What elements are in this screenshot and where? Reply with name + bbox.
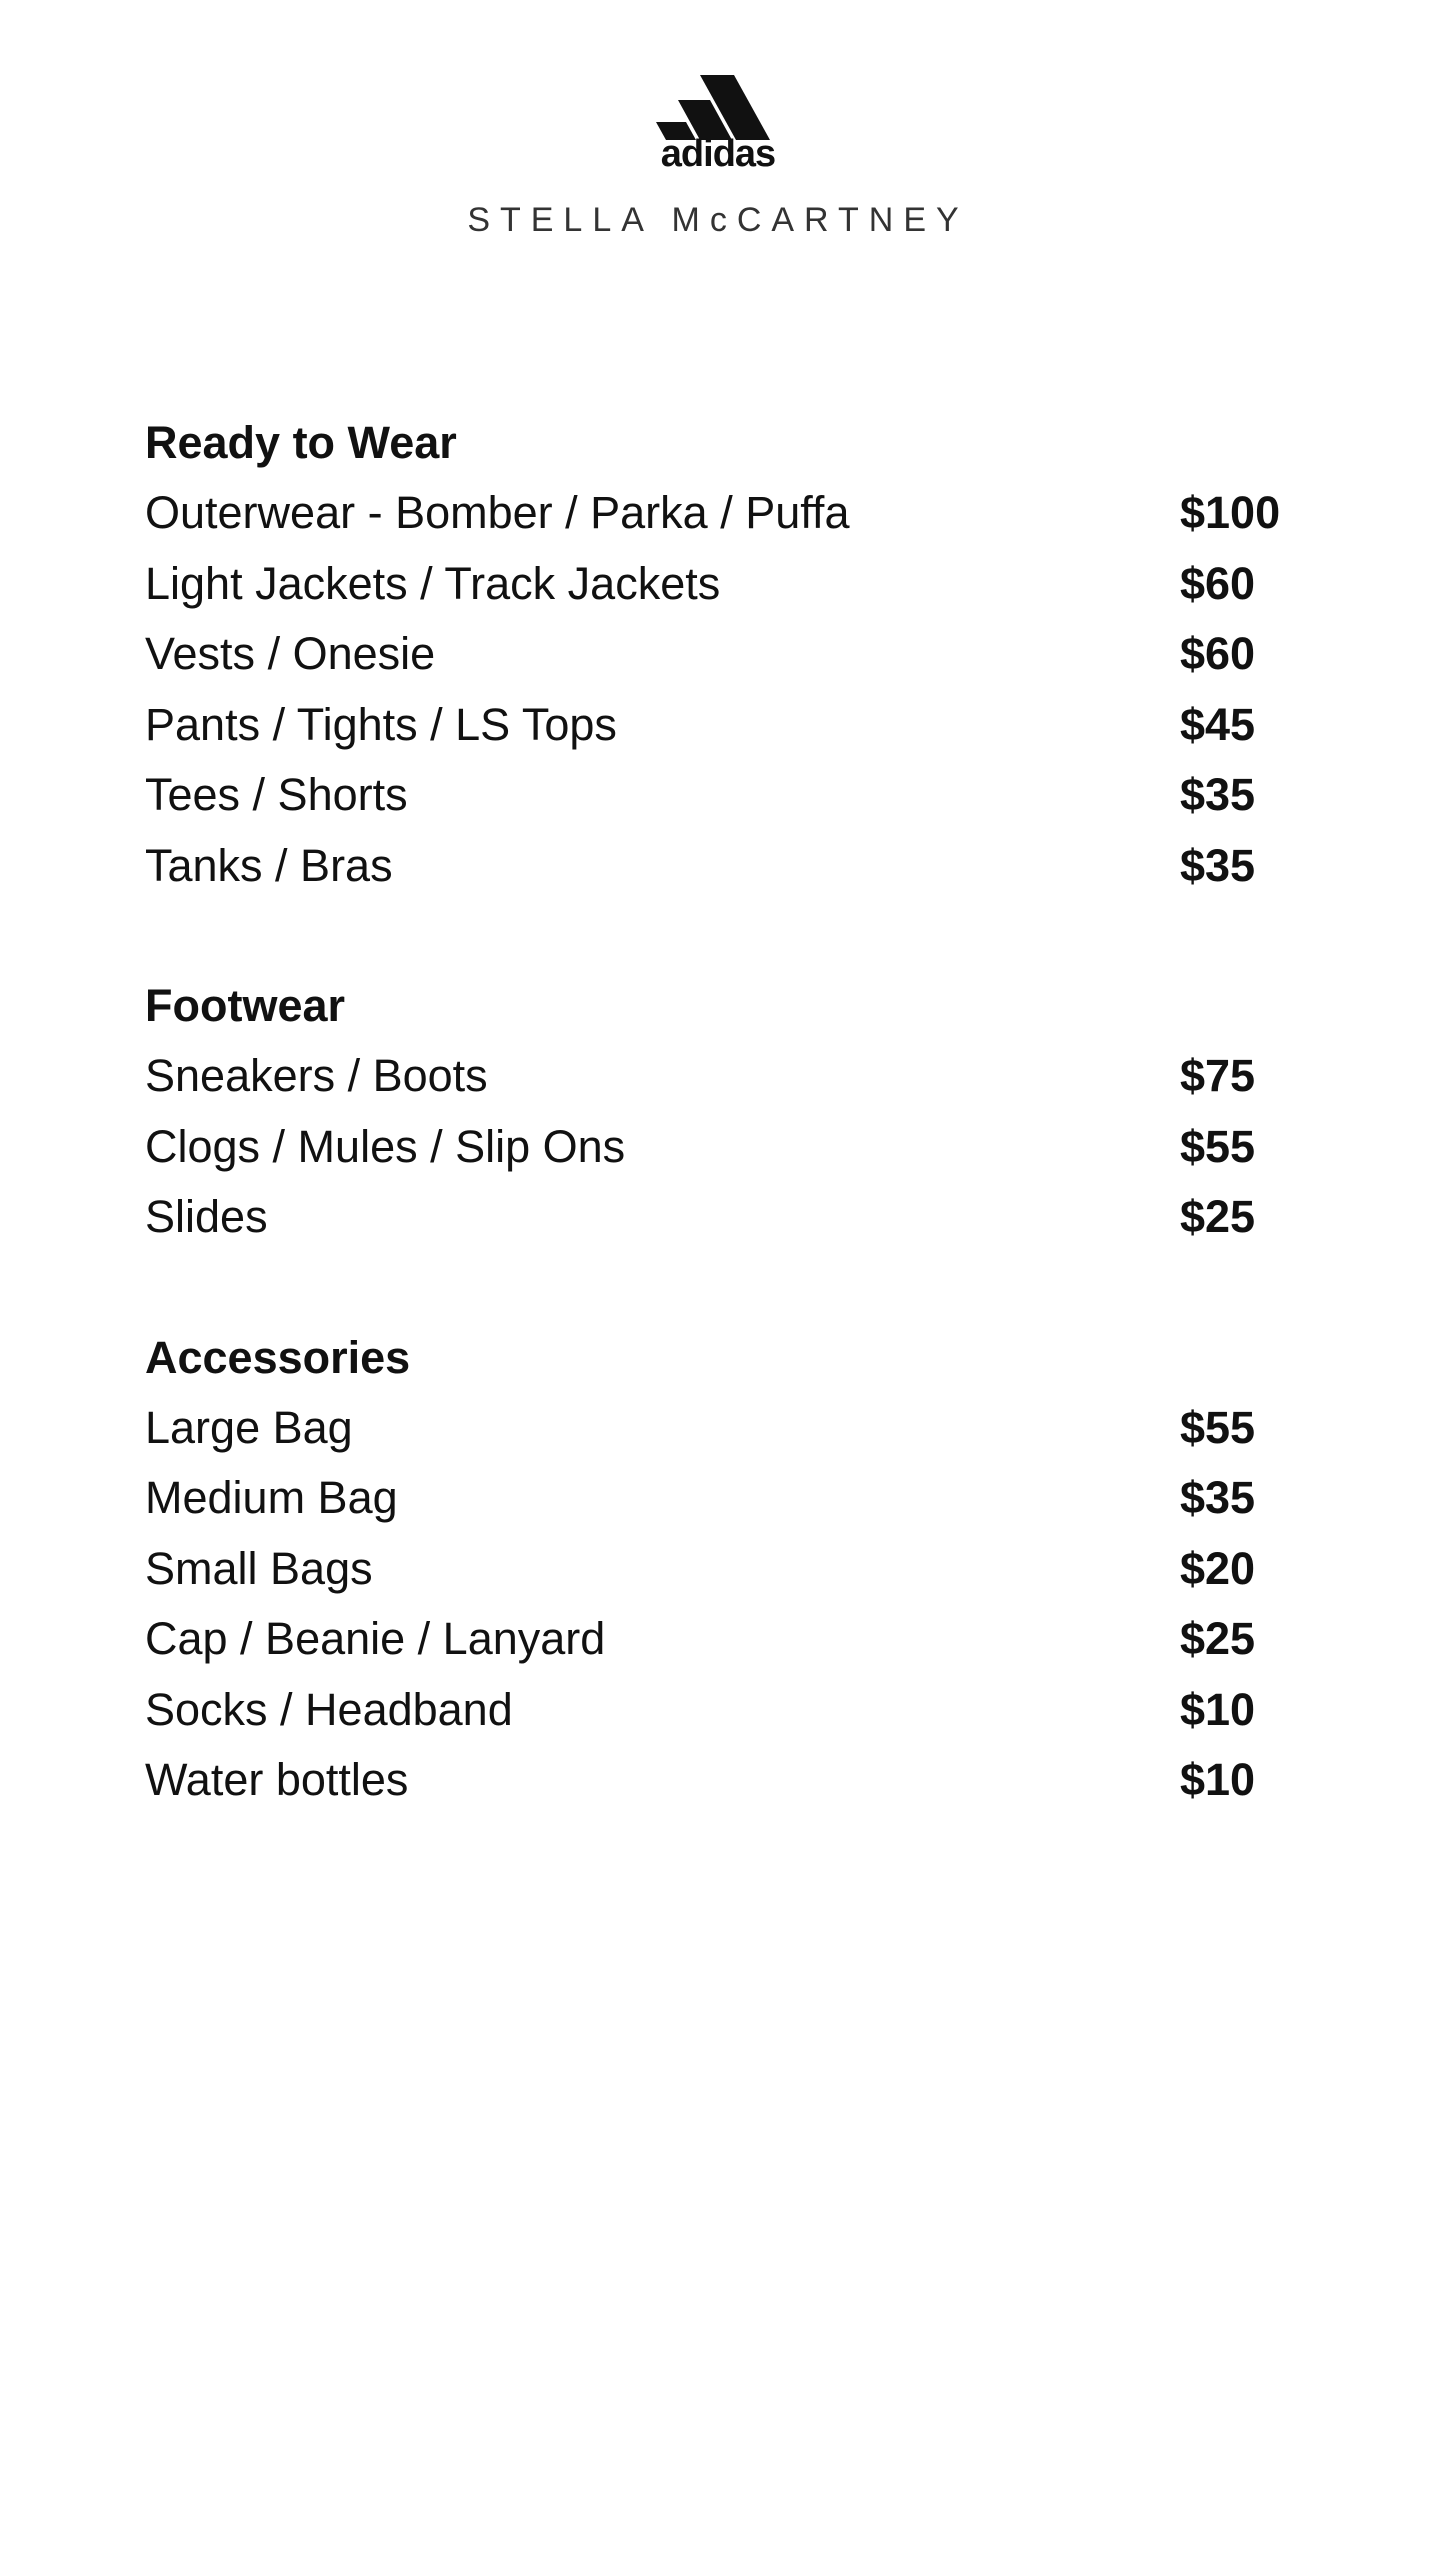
item-price: $35: [1180, 1472, 1256, 1523]
item-price: $60: [1180, 628, 1256, 679]
item-name: Vests / Onesie: [145, 628, 436, 679]
item-price: $20: [1180, 1542, 1256, 1594]
list-item: [145, 619, 1305, 690]
item-price: $25: [1180, 1191, 1256, 1242]
item-price: $35: [1180, 769, 1256, 820]
item-name: Clogs / Mules / Slip Ons: [145, 1120, 626, 1172]
item-price: $55: [1180, 1401, 1256, 1453]
section-footwear: [145, 971, 1305, 1253]
item-name: Water bottles: [145, 1754, 409, 1805]
adidas-wordmark: adidas: [660, 133, 776, 175]
list-item: [145, 1463, 1305, 1534]
item-price: $45: [1180, 698, 1256, 750]
section-accessories: [145, 1323, 1305, 1816]
item-name: Socks / Headband: [145, 1683, 513, 1735]
item-name: Small Bags: [145, 1542, 373, 1594]
list-item: [145, 1112, 1305, 1183]
list-item: [145, 1393, 1305, 1464]
item-price: $75: [1180, 1050, 1256, 1101]
section-title: Ready to Wear: [145, 417, 457, 468]
item-price: $10: [1180, 1683, 1256, 1735]
item-name: Sneakers / Boots: [145, 1050, 488, 1101]
item-name: Outerwear - Bomber / Parka / Puffa: [145, 487, 850, 538]
item-name: Medium Bag: [145, 1472, 398, 1523]
section-title: Footwear: [145, 980, 346, 1031]
list-item: [145, 1534, 1305, 1605]
item-name: Light Jackets / Track Jackets: [145, 557, 721, 609]
price-menu: [145, 408, 1305, 1886]
list-item: [145, 1041, 1305, 1112]
item-price: $10: [1180, 1754, 1256, 1805]
item-price: $55: [1180, 1120, 1256, 1172]
adidas-three-bars-icon: [648, 70, 788, 140]
list-item: [145, 831, 1305, 902]
section-title: Accessories: [145, 1331, 411, 1383]
brand-logo: [0, 70, 1436, 240]
list-item: [145, 1604, 1305, 1675]
item-name: Tanks / Bras: [145, 839, 393, 891]
item-name: Cap / Beanie / Lanyard: [145, 1613, 606, 1664]
list-item: [145, 1182, 1305, 1253]
item-price: $100: [1180, 487, 1281, 538]
item-name: Large Bag: [145, 1401, 353, 1453]
section-ready-to-wear: [145, 408, 1305, 901]
item-name: Slides: [145, 1191, 268, 1242]
item-price: $35: [1180, 839, 1256, 891]
stella-mccartney-wordmark: STELLA McCARTNEY: [467, 201, 969, 239]
list-item: [145, 549, 1305, 620]
list-item: [145, 1675, 1305, 1746]
item-name: Tees / Shorts: [145, 769, 408, 820]
list-item: [145, 690, 1305, 761]
item-price: $60: [1180, 557, 1256, 609]
list-item: [145, 478, 1305, 549]
item-name: Pants / Tights / LS Tops: [145, 698, 617, 750]
item-price: $25: [1180, 1613, 1256, 1664]
list-item: [145, 760, 1305, 831]
list-item: [145, 1745, 1305, 1816]
